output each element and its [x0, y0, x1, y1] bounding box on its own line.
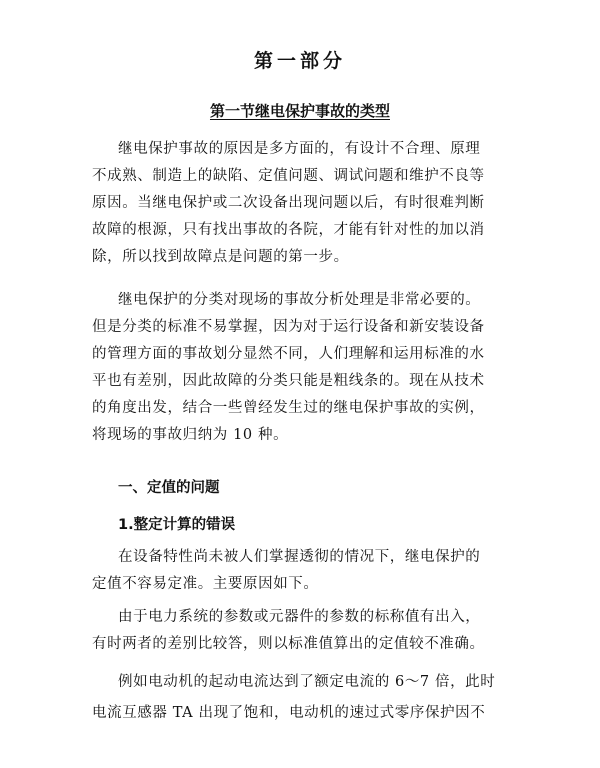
paragraph-line: 故障的根源，只有找出事故的各院，才能有针对性的加以消	[92, 222, 485, 238]
paragraph-line: 但是分类的标准不易掌握，因为对于运行设备和新安装设备	[92, 319, 485, 335]
paragraph-line: 将现场的事故归纳为 10 种。	[92, 427, 289, 443]
paragraph-line: 例如电动机的起动电流达到了额定电流的 6～7 倍，此时	[118, 674, 496, 690]
paragraph-line: 电流互感器 TA 出现了饱和，电动机的速过式零序保护因不	[92, 705, 486, 721]
heading-level-1: 一、定值的问题	[118, 480, 220, 496]
paragraph-line: 继电保护的分类对现场的事故分析处理是非常必要的。	[118, 292, 481, 308]
paragraph-line: 在设备特性尚未被人们掌握透彻的情况下，继电保护的	[118, 549, 481, 565]
section-title: 第一节继电保护事故的类型	[209, 102, 390, 120]
paragraph-line: 有时两者的差别比较答，则以标准值算出的定值较不准确。	[92, 636, 485, 652]
part-title: 第一部分	[253, 50, 346, 72]
paragraph-line: 平也有差别，因此故障的分类只能是粗线条的。现在从技术	[92, 373, 485, 389]
paragraph-line: 不成熟、制造上的缺陷、定值问题、调试问题和维护不良等	[92, 168, 485, 184]
paragraph-line: 的管理方面的事故划分显然不同，人们理解和运用标准的水	[92, 346, 485, 362]
paragraph-line: 除，所以找到故障点是问题的第一步。	[92, 249, 349, 265]
paragraph-line: 原因。当继电保护或二次设备出现问题以后，有时很难判断	[92, 195, 485, 211]
paragraph-line: 继电保护事故的原因是多方面的，有设计不合理、原理	[118, 141, 481, 157]
paragraph-line: 的角度出发，结合一些曾经发生过的继电保护事故的实例，	[92, 400, 485, 416]
paragraph-line: 定值不容易定准。主要原因如下。	[92, 576, 319, 592]
heading-level-2: 1.整定计算的错误	[118, 517, 236, 533]
paragraph-line: 由于电力系统的参数或元器件的参数的标称值有出入，	[118, 609, 481, 625]
